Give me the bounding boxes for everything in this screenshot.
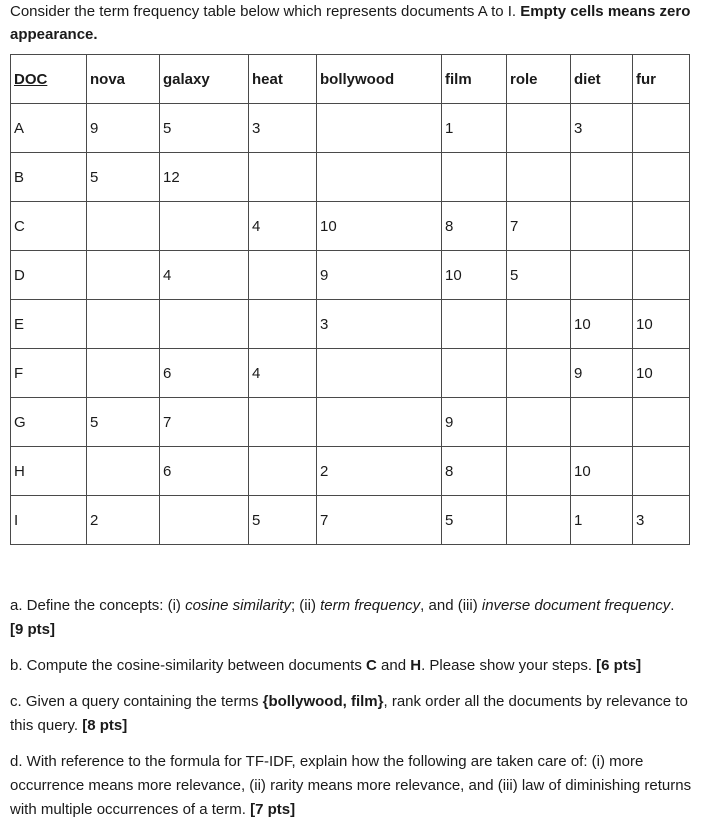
doc-label-cell: B bbox=[11, 153, 87, 202]
table-row bbox=[11, 300, 690, 349]
frequency-cell bbox=[633, 153, 690, 202]
frequency-cell bbox=[249, 398, 317, 447]
question-a-sep2: , and (iii) bbox=[420, 597, 482, 614]
doc-label-cell: G bbox=[11, 398, 87, 447]
question-b bbox=[10, 654, 700, 678]
frequency-cell: 9 bbox=[317, 251, 442, 300]
frequency-cell: 4 bbox=[160, 251, 249, 300]
question-a-prefix: a. Define the concepts: (i) bbox=[10, 597, 186, 614]
frequency-cell bbox=[317, 398, 442, 447]
frequency-cell bbox=[249, 447, 317, 496]
frequency-cell bbox=[507, 349, 571, 398]
frequency-cell: 6 bbox=[160, 447, 249, 496]
question-b-prefix: b. Compute the cosine-similarity between documents bbox=[10, 657, 367, 674]
frequency-cell: 1 bbox=[571, 496, 633, 545]
frequency-cell bbox=[87, 251, 160, 300]
table-row bbox=[11, 398, 690, 447]
term-cosine-similarity: cosine similarity bbox=[185, 597, 291, 614]
frequency-cell bbox=[571, 202, 633, 251]
frequency-cell bbox=[249, 153, 317, 202]
frequency-cell: 3 bbox=[317, 300, 442, 349]
frequency-cell bbox=[249, 300, 317, 349]
question-c-points: [8 pts] bbox=[82, 717, 128, 734]
frequency-cell: 5 bbox=[442, 496, 507, 545]
frequency-cell bbox=[87, 447, 160, 496]
frequency-cell bbox=[633, 202, 690, 251]
question-c-end: , rank order all the documents by relevance to this query. bbox=[10, 693, 688, 734]
frequency-cell bbox=[507, 300, 571, 349]
intro-paragraph bbox=[10, 0, 700, 46]
question-a-sep1: ; (ii) bbox=[290, 597, 321, 614]
questions-section bbox=[10, 594, 700, 834]
frequency-cell: 4 bbox=[249, 202, 317, 251]
frequency-cell: 5 bbox=[507, 251, 571, 300]
column-header: role bbox=[507, 55, 571, 104]
table-row bbox=[11, 496, 690, 545]
doc-label-cell: H bbox=[11, 447, 87, 496]
frequency-cell bbox=[571, 398, 633, 447]
frequency-cell: 9 bbox=[442, 398, 507, 447]
table-row bbox=[11, 447, 690, 496]
frequency-cell: 3 bbox=[571, 104, 633, 153]
frequency-cell: 12 bbox=[160, 153, 249, 202]
question-b-end: . Please show your steps. bbox=[421, 657, 597, 674]
frequency-cell: 5 bbox=[87, 153, 160, 202]
frequency-cell bbox=[317, 104, 442, 153]
frequency-cell: 8 bbox=[442, 447, 507, 496]
frequency-cell bbox=[442, 300, 507, 349]
column-header: nova bbox=[87, 55, 160, 104]
question-a-points: [9 pts] bbox=[10, 621, 55, 638]
frequency-cell: 6 bbox=[160, 349, 249, 398]
doc-label-cell: F bbox=[11, 349, 87, 398]
term-frequency-table bbox=[10, 54, 690, 545]
table-header-row bbox=[11, 55, 690, 104]
frequency-cell: 4 bbox=[249, 349, 317, 398]
question-d-points: [7 pts] bbox=[250, 801, 296, 818]
frequency-cell bbox=[442, 153, 507, 202]
frequency-cell: 10 bbox=[571, 300, 633, 349]
frequency-cell: 2 bbox=[87, 496, 160, 545]
frequency-cell: 1 bbox=[442, 104, 507, 153]
column-header: film bbox=[442, 55, 507, 104]
doc-label-cell: C bbox=[11, 202, 87, 251]
frequency-cell bbox=[571, 153, 633, 202]
column-header: fur bbox=[633, 55, 690, 104]
question-a bbox=[10, 594, 700, 642]
doc-label-cell: A bbox=[11, 104, 87, 153]
frequency-cell: 10 bbox=[633, 349, 690, 398]
frequency-cell bbox=[633, 104, 690, 153]
term-idf: inverse document frequency bbox=[481, 597, 671, 614]
frequency-cell: 8 bbox=[442, 202, 507, 251]
frequency-cell bbox=[87, 202, 160, 251]
frequency-cell bbox=[507, 447, 571, 496]
question-c bbox=[10, 690, 700, 738]
question-d-text: d. With reference to the formula for TF-IDF, explain how the following are taken care of: (i) more occurrence means more relevance, (ii) rarity means more relevance, and (iii) law of diminishing returns with multiple occurrences of a term. bbox=[10, 753, 692, 818]
frequency-cell: 5 bbox=[160, 104, 249, 153]
question-b-and: and bbox=[376, 657, 411, 674]
frequency-cell bbox=[317, 153, 442, 202]
frequency-cell: 7 bbox=[507, 202, 571, 251]
table-row bbox=[11, 153, 690, 202]
question-c-terms: {bollywood, film} bbox=[262, 693, 384, 710]
frequency-cell: 10 bbox=[442, 251, 507, 300]
column-header: DOC bbox=[11, 55, 87, 104]
frequency-cell bbox=[160, 496, 249, 545]
intro-text: Consider the term frequency table below which represents documents A to I. bbox=[10, 3, 517, 20]
frequency-cell: 5 bbox=[87, 398, 160, 447]
column-header: bollywood bbox=[317, 55, 442, 104]
frequency-cell: 3 bbox=[633, 496, 690, 545]
question-a-end: . bbox=[670, 597, 675, 614]
frequency-cell bbox=[507, 496, 571, 545]
frequency-cell bbox=[507, 104, 571, 153]
frequency-cell: 10 bbox=[633, 300, 690, 349]
frequency-cell bbox=[160, 300, 249, 349]
frequency-cell bbox=[160, 202, 249, 251]
question-b-points: [6 pts] bbox=[596, 657, 642, 674]
table-row bbox=[11, 349, 690, 398]
frequency-cell bbox=[571, 251, 633, 300]
table-row bbox=[11, 202, 690, 251]
frequency-cell: 5 bbox=[249, 496, 317, 545]
frequency-cell bbox=[633, 398, 690, 447]
doc-label-cell: I bbox=[11, 496, 87, 545]
doc-label-cell: D bbox=[11, 251, 87, 300]
frequency-cell bbox=[633, 251, 690, 300]
frequency-cell bbox=[317, 349, 442, 398]
frequency-cell bbox=[87, 300, 160, 349]
frequency-cell bbox=[633, 447, 690, 496]
question-b-doc1: C bbox=[366, 657, 377, 674]
question-b-doc2: H bbox=[410, 657, 422, 674]
column-header: diet bbox=[571, 55, 633, 104]
column-header: galaxy bbox=[160, 55, 249, 104]
frequency-cell: 9 bbox=[571, 349, 633, 398]
frequency-cell: 10 bbox=[317, 202, 442, 251]
frequency-cell: 3 bbox=[249, 104, 317, 153]
table-row bbox=[11, 104, 690, 153]
frequency-cell: 7 bbox=[160, 398, 249, 447]
frequency-cell bbox=[507, 398, 571, 447]
frequency-cell: 7 bbox=[317, 496, 442, 545]
table-body bbox=[11, 104, 690, 545]
column-header: heat bbox=[249, 55, 317, 104]
frequency-cell: 9 bbox=[87, 104, 160, 153]
frequency-cell: 2 bbox=[317, 447, 442, 496]
frequency-cell: 10 bbox=[571, 447, 633, 496]
frequency-cell bbox=[249, 251, 317, 300]
frequency-cell bbox=[442, 349, 507, 398]
question-d bbox=[10, 750, 700, 822]
frequency-cell bbox=[87, 349, 160, 398]
table-row bbox=[11, 251, 690, 300]
term-term-frequency: term frequency bbox=[320, 597, 421, 614]
frequency-cell bbox=[507, 153, 571, 202]
question-c-prefix: c. Given a query containing the terms bbox=[10, 693, 263, 710]
intro-bold-note: Empty cells means zero appearance. bbox=[10, 3, 691, 43]
doc-label-cell: E bbox=[11, 300, 87, 349]
